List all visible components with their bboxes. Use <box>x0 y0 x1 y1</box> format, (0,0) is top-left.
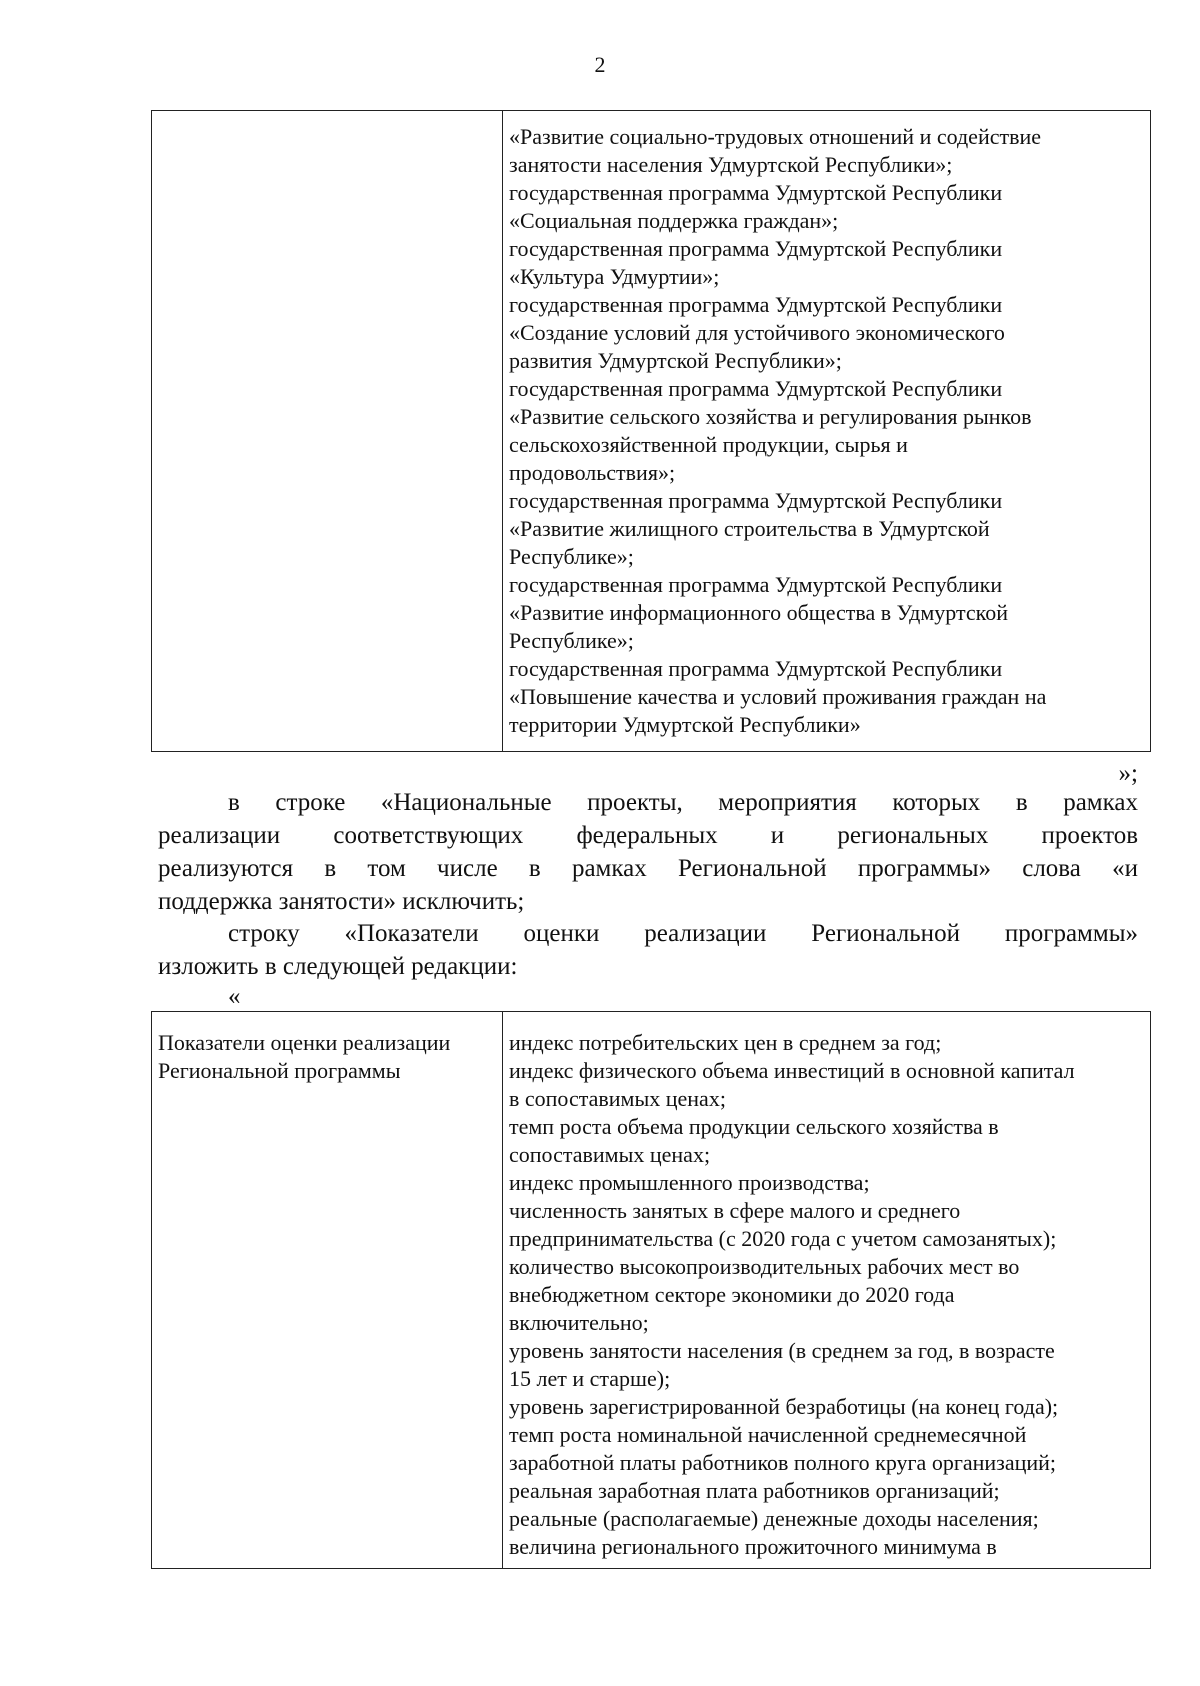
table-left-cell <box>152 111 503 752</box>
table-cell-line: Показатели оценки реализации <box>158 1030 451 1055</box>
table-cell-line: «Развитие сельского хозяйства и регулирования рынков <box>509 404 1032 429</box>
table-cell-line: «Развитие жилищного строительства в Удмуртской <box>509 516 990 541</box>
table-cell-line: численность занятых в сфере малого и среднего <box>509 1198 961 1223</box>
table-cell-line: развития Удмуртской Республики»; <box>509 348 842 373</box>
table-cell-line: темп роста объема продукции сельского хозяйства в <box>509 1114 999 1139</box>
amendment-paragraph-indicators <box>158 917 1138 983</box>
table-cell-line: государственная программа Удмуртской Республики <box>509 376 1003 401</box>
paragraph-line: изложить в следующей редакции: <box>158 953 518 980</box>
table-cell-line: заработной платы работников полного круга организаций; <box>509 1450 1057 1475</box>
table-cell-line: «Культура Удмуртии»; <box>509 264 720 289</box>
table-cell-line: государственная программа Удмуртской Республики <box>509 180 1003 205</box>
table-cell-line: государственная программа Удмуртской Республики <box>509 292 1003 317</box>
paragraph-line: в строке «Национальные проекты, мероприятия которых в рамках <box>228 789 1138 816</box>
table-cell-line: в сопоставимых ценах; <box>509 1086 726 1111</box>
indicators-table <box>151 1011 1151 1569</box>
amendment-paragraph-national-projects <box>158 786 1138 918</box>
table-right-cell <box>503 111 1151 752</box>
table-cell-line: государственная программа Удмуртской Республики <box>509 656 1003 681</box>
table-cell-line: индекс промышленного производства; <box>509 1170 870 1195</box>
table-cell-line: 15 лет и старше); <box>509 1366 671 1391</box>
closing-quote: »; <box>1118 760 1138 787</box>
table-cell-line: «Развитие информационного общества в Удмуртской <box>509 600 1008 625</box>
table-left-cell <box>152 1012 503 1569</box>
table-cell-line: Республике»; <box>509 544 634 569</box>
table-cell-line: сельскохозяйственной продукции, сырья и <box>509 432 908 457</box>
table-cell-line: Республике»; <box>509 628 634 653</box>
paragraph-line: реализации соответствующих федеральных и региональных проектов <box>158 822 1138 849</box>
table-cell-line: «Социальная поддержка граждан»; <box>509 208 839 233</box>
table-cell-line: количество высокопроизводительных рабочих мест во <box>509 1254 1020 1279</box>
table-cell-line: Региональной программы <box>158 1058 401 1083</box>
table-row <box>152 111 1151 752</box>
table-cell-line: включительно; <box>509 1310 649 1335</box>
table-cell-line: государственная программа Удмуртской Республики <box>509 488 1003 513</box>
opening-quote: « <box>228 983 241 1010</box>
table-cell-line: занятости населения Удмуртской Республики»; <box>509 152 953 177</box>
table-cell-line: предпринимательства (с 2020 года с учетом самозанятых); <box>509 1226 1057 1251</box>
page-number: 2 <box>594 52 606 77</box>
table-row <box>152 1012 1151 1569</box>
table-cell-line: реальная заработная плата работников организаций; <box>509 1478 1000 1503</box>
program-list-table <box>151 110 1151 752</box>
table-cell-line: территории Удмуртской Республики» <box>509 712 861 737</box>
table-cell-line: уровень зарегистрированной безработицы (на конец года); <box>509 1394 1059 1419</box>
table-cell-line: «Развитие социально-трудовых отношений и содействие <box>509 124 1042 149</box>
paragraph-line: строку «Показатели оценки реализации Региональной программы» <box>228 920 1138 947</box>
table-right-cell <box>503 1012 1151 1569</box>
table-cell-line: внебюджетном секторе экономики до 2020 года <box>509 1282 955 1307</box>
table-cell-line: «Создание условий для устойчивого экономического <box>509 320 1005 345</box>
table-cell-line: темп роста номинальной начисленной среднемесячной <box>509 1422 1027 1447</box>
table-cell-line: продовольствия»; <box>509 460 676 485</box>
table-cell-line: «Повышение качества и условий проживания граждан на <box>509 684 1047 709</box>
table-cell-line: величина регионального прожиточного минимума в <box>509 1534 997 1559</box>
table-cell-line: уровень занятости населения (в среднем за год, в возрасте <box>509 1338 1055 1363</box>
table-cell-line: государственная программа Удмуртской Республики <box>509 236 1003 261</box>
table-cell-line: индекс потребительских цен в среднем за год; <box>509 1030 942 1055</box>
paragraph-line: реализуются в том числе в рамках Региональной программы» слова «и <box>158 855 1138 882</box>
table-cell-line: индекс физического объема инвестиций в основной капитал <box>509 1058 1075 1083</box>
table-cell-line: реальные (располагаемые) денежные доходы населения; <box>509 1506 1039 1531</box>
paragraph-line: поддержка занятости» исключить; <box>158 888 525 915</box>
table-cell-line: сопоставимых ценах; <box>509 1142 711 1167</box>
table-cell-line: государственная программа Удмуртской Республики <box>509 572 1003 597</box>
